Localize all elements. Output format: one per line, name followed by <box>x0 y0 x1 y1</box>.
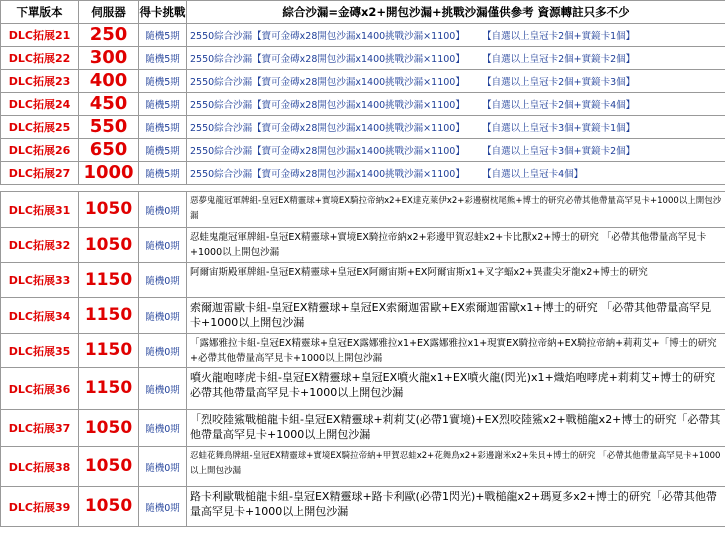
row-name: DLC拓展34 <box>1 298 79 334</box>
row-server: 250 <box>79 24 139 47</box>
row-gain: 【自選以上皇冠卡4個】 <box>486 169 584 180</box>
row-period: 隨機0期 <box>139 298 187 334</box>
table-row <box>1 368 725 410</box>
table-row <box>1 70 725 93</box>
row-desc <box>187 139 725 162</box>
row-desc: 忍蛙花舞鳥牌組-皇冠EX精靈球+實境EX騎拉帝納+甲賀忍蛙x2+花舞鳥x2+彩邊謝米x2+朱貝+博士的研究 「必帶其他帶量高罕見卡+1000以上開包沙漏 <box>187 447 725 487</box>
row-server: 300 <box>79 47 139 70</box>
row-period: 隨機0期 <box>139 263 187 298</box>
row-desc: 惡夢鬼龍冠軍牌組-皇冠EX精靈球+實境EX騎拉帝納x2+EX達克萊伊x2+彩邊樹枕尾熊+博士的研究必帶其他帶量高罕見卡+1000以上開包沙漏 <box>187 192 725 228</box>
table-row <box>1 298 725 334</box>
row-gain: 【自選以上皇冠卡2個+實鏡卡3個】 <box>486 77 636 88</box>
row-period: 隨機5期 <box>139 24 187 47</box>
row-server: 1050 <box>79 487 139 527</box>
row-desc-text: 2550綜合沙漏【寶可金磚x28開包沙漏x1400挑戰沙漏×1100】 <box>190 31 465 42</box>
row-period: 隨機0期 <box>139 447 187 487</box>
row-desc: 噴火龍咆哮虎卡組-皇冠EX精靈球+皇冠EX噴火龍x1+EX噴火龍(閃光)x1+熾焰咆哮虎+莉莉艾+博士的研究必帶其他帶量高罕見卡+1000以上開包沙漏 <box>187 368 725 410</box>
row-period: 隨機0期 <box>139 410 187 447</box>
row-server: 1000 <box>79 162 139 185</box>
row-gain: 【自選以上皇冠卡2個+實鏡卡4個】 <box>486 100 636 111</box>
row-desc-text: 2550綜合沙漏【寶可金磚x28開包沙漏x1400挑戰沙漏×1100】 <box>190 100 465 111</box>
row-name: DLC拓展27 <box>1 162 79 185</box>
row-period: 隨機0期 <box>139 192 187 228</box>
row-desc-text: 2550綜合沙漏【寶可金磚x28開包沙漏x1400挑戰沙漏×1100】 <box>190 123 465 134</box>
row-desc-text: 2550綜合沙漏【寶可金磚x28開包沙漏x1400挑戰沙漏×1100】 <box>190 77 465 88</box>
table-row <box>1 447 725 487</box>
row-name: DLC拓展32 <box>1 228 79 263</box>
row-server: 450 <box>79 93 139 116</box>
row-desc: 忍蛙鬼龍冠軍牌組-皇冠EX精靈球+實境EX騎拉帝納x2+彩邊甲賀忍蛙x2+卡比獸x2+博士的研究 「必帶其他帶量高罕見卡+1000以上開包沙漏 <box>187 228 725 263</box>
table-row <box>1 93 725 116</box>
row-server: 1050 <box>79 192 139 228</box>
row-period: 隨機0期 <box>139 334 187 368</box>
row-name: DLC拓展37 <box>1 410 79 447</box>
row-name: DLC拓展24 <box>1 93 79 116</box>
row-period: 隨機0期 <box>139 368 187 410</box>
row-desc-text: 2550綜合沙漏【寶可金磚x28開包沙漏x1400挑戰沙漏×1100】 <box>190 169 465 180</box>
row-name: DLC拓展21 <box>1 24 79 47</box>
spacer-row <box>1 185 725 192</box>
row-period: 隨機5期 <box>139 93 187 116</box>
table-row <box>1 47 725 70</box>
header-version: 下單版本 <box>1 1 79 24</box>
row-desc <box>187 162 725 185</box>
table-row <box>1 116 725 139</box>
row-name: DLC拓展22 <box>1 47 79 70</box>
row-server: 1050 <box>79 410 139 447</box>
row-desc <box>187 24 725 47</box>
table-row <box>1 263 725 298</box>
row-period: 隨機5期 <box>139 70 187 93</box>
row-desc: 路卡利歐戰槌龍卡組-皇冠EX精靈球+路卡利歐(必帶1閃光)+戰槌龍x2+瑪夏多x2+博士的研究「必帶其他帶量高罕見卡+1000以上開包沙漏 <box>187 487 725 527</box>
row-desc-text: 2550綜合沙漏【寶可金磚x28開包沙漏x1400挑戰沙漏×1100】 <box>190 54 465 65</box>
row-desc <box>187 116 725 139</box>
row-period: 隨機5期 <box>139 139 187 162</box>
table-row <box>1 139 725 162</box>
row-desc: 「露娜雅拉卡組-皇冠EX精靈球+皇冠EX露娜雅拉x1+EX露娜雅拉x1+現實EX騎拉帝納+EX騎拉帝納+莉莉艾+「博士的研究+必帶其他帶量高罕見卡+1000以上開包沙漏 <box>187 334 725 368</box>
row-gain: 【自選以上皇冠卡2個+實鏡卡2個】 <box>486 54 636 65</box>
row-desc <box>187 70 725 93</box>
row-name: DLC拓展23 <box>1 70 79 93</box>
row-gain: 【自選以上皇冠卡2個+實鏡卡1個】 <box>486 31 636 42</box>
row-name: DLC拓展25 <box>1 116 79 139</box>
table-row <box>1 192 725 228</box>
row-name: DLC拓展35 <box>1 334 79 368</box>
row-period: 隨機0期 <box>139 487 187 527</box>
table-row <box>1 410 725 447</box>
header-challenge: 得卡挑戰 <box>139 1 187 24</box>
table-row <box>1 487 725 527</box>
row-gain: 【自選以上皇冠卡3個+實鏡卡2個】 <box>486 146 636 157</box>
row-server: 650 <box>79 139 139 162</box>
row-server: 1150 <box>79 334 139 368</box>
row-period: 隨機5期 <box>139 116 187 139</box>
row-desc: 阿爾宙斯殿軍牌組-皇冠EX精靈球+皇冠EX阿爾宙斯+EX阿爾宙斯x1+叉字蝠x2+異畫尖牙龍x2+博士的研究 <box>187 263 725 298</box>
table-row <box>1 162 725 185</box>
row-name: DLC拓展31 <box>1 192 79 228</box>
header-description: 綜合沙漏=金磚x2+開包沙漏+挑戰沙漏僅供參考 資源轉註只多不少 <box>187 1 725 24</box>
row-desc <box>187 47 725 70</box>
row-server: 1150 <box>79 368 139 410</box>
row-period: 隨機5期 <box>139 47 187 70</box>
table-row <box>1 228 725 263</box>
row-server: 1050 <box>79 447 139 487</box>
table-row <box>1 24 725 47</box>
row-server: 1150 <box>79 298 139 334</box>
row-name: DLC拓展38 <box>1 447 79 487</box>
row-server: 400 <box>79 70 139 93</box>
row-name: DLC拓展36 <box>1 368 79 410</box>
header-server: 伺服器 <box>79 1 139 24</box>
row-desc: 「烈咬陸鯊戰槌龍卡組-皇冠EX精靈球+莉莉艾(必帶1實境)+EX烈咬陸鯊x2+戰槌龍x2+博士的研究「必帶其他帶量高罕見卡+1000以上開包沙漏 <box>187 410 725 447</box>
row-desc <box>187 93 725 116</box>
row-server: 1050 <box>79 228 139 263</box>
row-name: DLC拓展33 <box>1 263 79 298</box>
row-desc-text: 2550綜合沙漏【寶可金磚x28開包沙漏x1400挑戰沙漏×1100】 <box>190 146 465 157</box>
row-period: 隨機5期 <box>139 162 187 185</box>
row-name: DLC拓展26 <box>1 139 79 162</box>
row-desc: 索爾迦雷歐卡組-皇冠EX精靈球+皇冠EX索爾迦雷歐+EX索爾迦雷歐x1+博士的研究 「必帶其他帶量高罕見卡+1000以上開包沙漏 <box>187 298 725 334</box>
table-row <box>1 334 725 368</box>
row-server: 550 <box>79 116 139 139</box>
row-name: DLC拓展39 <box>1 487 79 527</box>
row-server: 1150 <box>79 263 139 298</box>
row-gain: 【自選以上皇冠卡3個+實鏡卡1個】 <box>486 123 636 134</box>
row-period: 隨機0期 <box>139 228 187 263</box>
header-row <box>1 1 725 24</box>
